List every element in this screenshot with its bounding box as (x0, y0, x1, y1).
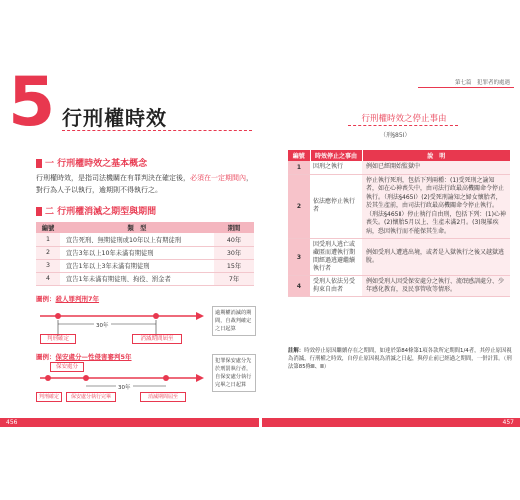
footer-bar-left (0, 418, 259, 427)
section-marker-icon (36, 207, 42, 216)
final-note: 註解：時效停止原因繼續存在之期間，如達於第84條第1項各款所定期間1/4者，其停止原因視為消滅，行刑權之時效，自停止原因視為消滅之日起，與停止前已經過之期間，一併計算。（刑法第85條Ⅲ、Ⅲ） (288, 348, 512, 370)
box-judgment: 判刑確定 (40, 334, 76, 344)
table-header: 編號 (288, 150, 310, 161)
table-header: 期間 (214, 222, 254, 233)
box-security-measure: 保安處分 (50, 362, 84, 372)
table-row: 2 宣告3年以上10年未滿有期徒刑 30年 (36, 246, 254, 259)
table-row: 3 宣告1年以上3年未滿有期徒刑 15年 (36, 259, 254, 272)
table-row: 1 宣告死刑、無期徒刑或10年以上有期徒刑 40年 (36, 233, 254, 246)
span-label: 30年 (96, 323, 109, 329)
box-measure-done: 保安處分執行完畢 (66, 392, 116, 402)
page-number-right: 457 (502, 419, 514, 426)
example2-label: 圖例：保安處分—性侵害審判5年 (36, 353, 132, 361)
table-row: 3 因受刑人逃亡或藏匿而遭執行期間經過逃避繼續執行者 例如受刑人遭逃出境，或者是入獄執行之後又越獄逃脫。 (288, 239, 510, 276)
example1-note: 逾期權消滅的期間，自裁判確定之日起算 (212, 306, 256, 336)
right-title-rule (348, 125, 458, 126)
example2-diagram (36, 360, 256, 406)
box-expiry: 消滅期間屆至 (132, 334, 182, 344)
running-head-rule (418, 87, 514, 88)
right-note: （刑§85Ⅰ） (380, 132, 411, 139)
chapter-number-block (8, 64, 58, 144)
chapter-number: 5 (8, 63, 56, 142)
example1-label: 圖例：殺人罪判刑7年 (36, 295, 100, 303)
chapter-title: 行刑權時效 (62, 106, 167, 130)
box-expiry: 消滅期間屆至 (140, 392, 186, 402)
table-header: 編號 (36, 222, 60, 233)
section1-title: 一 行刑權時效之基本概念 (36, 156, 147, 169)
table-header: 說 明 (362, 150, 510, 161)
chapter-title-rule (62, 130, 252, 131)
table-header: 時效停止之事由 (310, 150, 362, 161)
example2-note: 犯罪保安處分先於刑罰執行者，自保安處分執行完畢之日起算 (212, 354, 256, 392)
running-head: 第七篇 犯罪者的處遇 (454, 80, 510, 86)
section1-paragraph: 行刑權時效，是指司法機關在有罪判決在確定後，必須在一定期間內，對行為人予以執行，逾期則不得執行之。 (36, 174, 253, 194)
span-label: 30年 (118, 385, 131, 391)
table-row: 4 宣告1年未滿有期徒刑、拘役、罰金者 7年 (36, 272, 254, 285)
period-table (36, 222, 254, 286)
section2-title: 二 行刑權消滅之期型與期間 (36, 204, 156, 217)
table-row: 4 受刑人依法另受拘束自由者 例如受刑人因受保安處分之執行、流氓感訓處分、少年感化教育，及民事管收等情形。 (288, 276, 510, 297)
page-number-left: 456 (6, 419, 18, 426)
table-row: 2 依法應停止執行者 停止執行死刑，包括下列兩種：(1)受死刑之諭知者，如在心神喪失中，由司法行政最高機關命令停止執行。（刑法§465Ⅰ）(2)受死刑諭知之婦女懷胎者，於其生產前，由司法行政最高機關命令停止執行。（刑法§465Ⅱ）停止執行自由刑，包括下列：(1)心神喪失。(2)懷胎5月以上、生產未滿2月。(3)現罹疾病，恐因執行而不能保其生命。 (288, 174, 510, 239)
suspension-table (288, 150, 510, 297)
table-row: 1 因刑之執行 例如已經開始監獄中 (288, 161, 510, 174)
section-marker-icon (36, 159, 42, 168)
table-header: 類 型 (60, 222, 214, 233)
box-judgment: 判刑確定 (36, 392, 62, 402)
example1-diagram (36, 304, 256, 350)
right-title: 行刑權時效之停止事由 (361, 114, 447, 124)
footer-bar-right (262, 418, 520, 427)
